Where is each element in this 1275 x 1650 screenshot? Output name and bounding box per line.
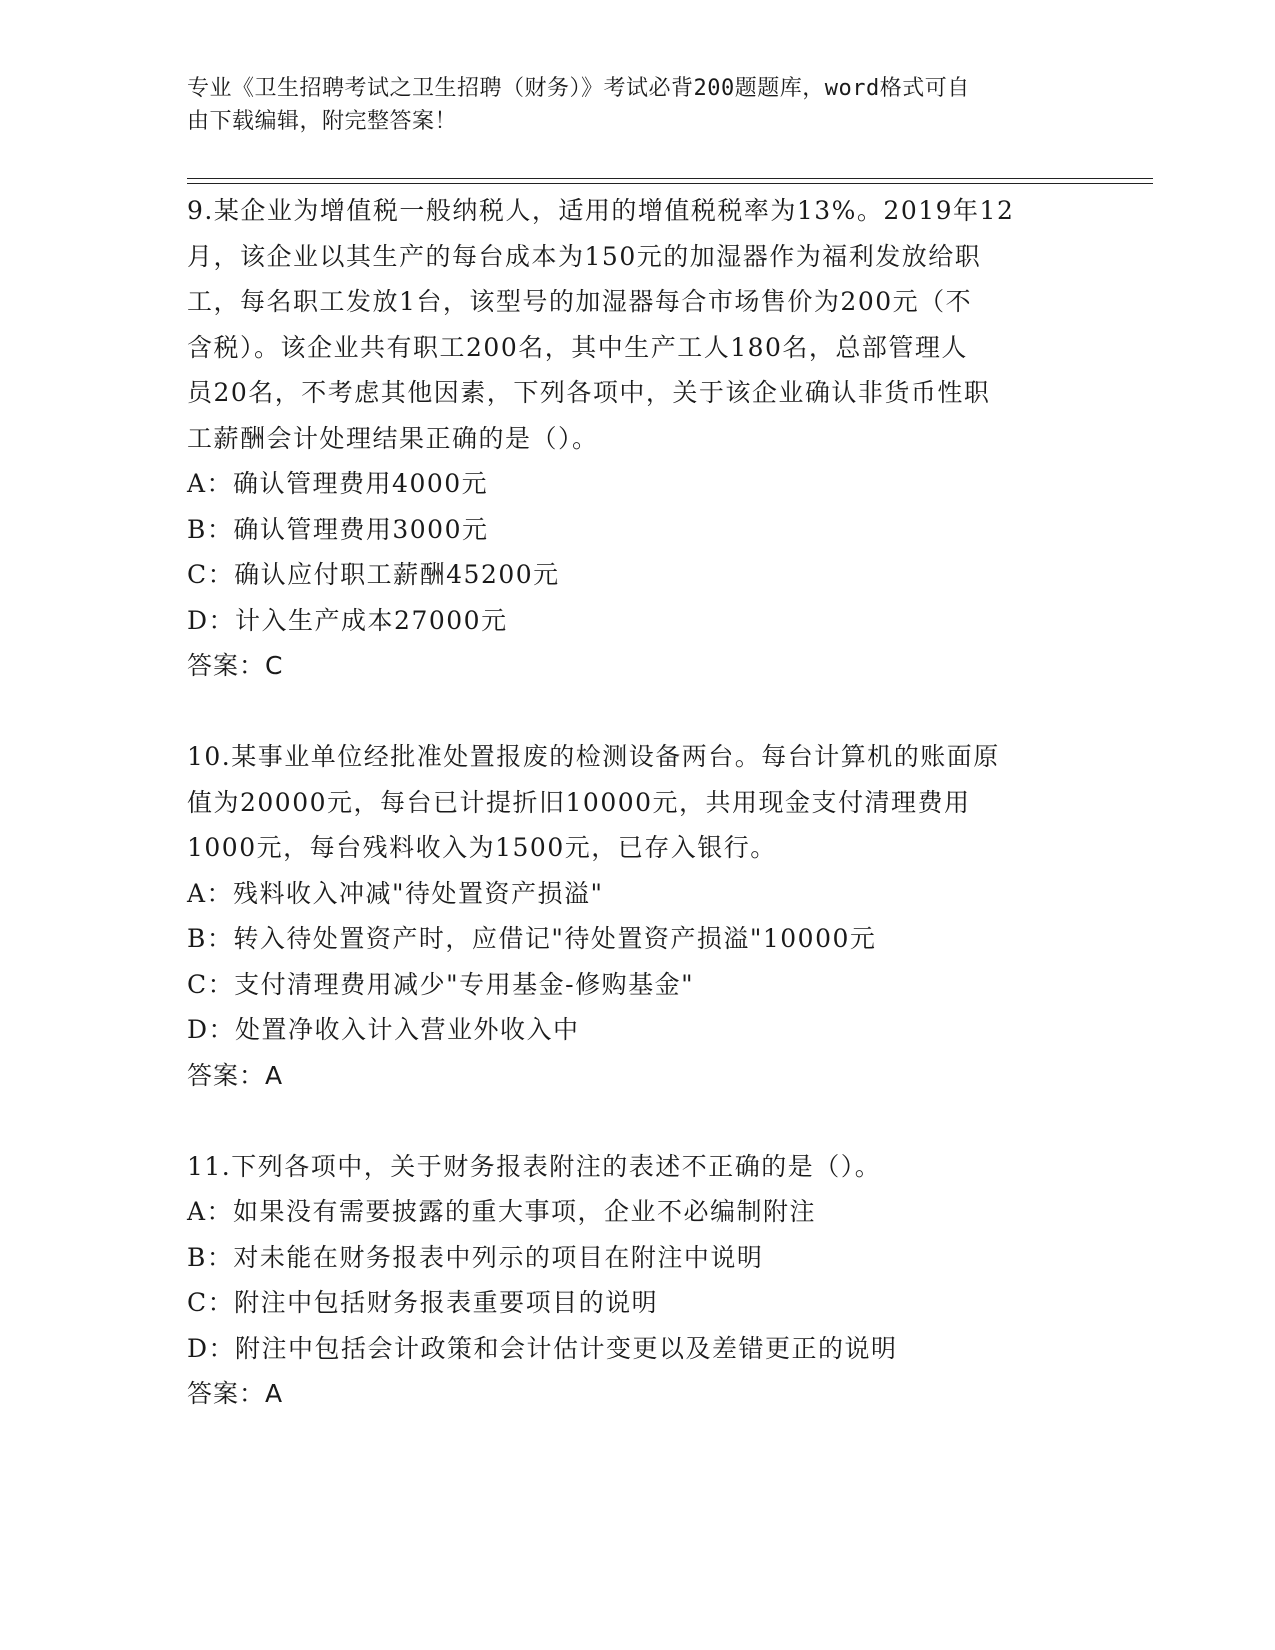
question-stem-line: 9.某企业为增值税一般纳税人，适用的增值税税率为13%。2019年12: [187, 196, 1015, 225]
question-stem-line: 月，该企业以其生产的每台成本为150元的加湿器作为福利发放给职: [187, 241, 982, 271]
header-divider: [187, 178, 1153, 179]
question-9: [187, 188, 1087, 689]
answer-line: 答案：A: [187, 1060, 284, 1090]
document-header: [187, 72, 1067, 138]
question-11: [187, 1144, 1087, 1417]
question-stem-line: 员20名，不考虑其他因素，下列各项中，关于该企业确认非货币性职: [187, 378, 991, 407]
answer-line: 答案：C: [187, 651, 284, 680]
option-c: C：支付清理费用减少"专用基金-修购基金": [187, 969, 695, 999]
option-c: C：附注中包括财务报表重要项目的说明: [187, 1288, 659, 1317]
option-d: D：附注中包括会计政策和会计估计变更以及差错更正的说明: [187, 1333, 898, 1363]
option-d: D：计入生产成本27000元: [187, 605, 508, 635]
question-stem-line: 11.下列各项中，关于财务报表附注的表述不正确的是（）。: [187, 1151, 882, 1181]
question-stem-line: 含税）。该企业共有职工200名，其中生产工人180名，总部管理人: [187, 332, 968, 362]
header-divider: [187, 183, 1153, 184]
question-stem-line: 值为20000元，每台已计提折旧10000元，共用现金支付清理费用: [187, 787, 971, 817]
question-10: [187, 734, 1087, 1098]
option-b: B：对未能在财务报表中列示的项目在附注中说明: [187, 1242, 764, 1272]
question-stem-line: 工薪酬会计处理结果正确的是（）。: [187, 423, 599, 453]
question-stem-line: 1000元，每台残料收入为1500元，已存入银行。: [187, 833, 777, 862]
question-stem-line: 工，每名职工发放1台，该型号的加湿器每合市场售价为200元（不: [187, 287, 973, 316]
option-d: D：处置净收入计入营业外收入中: [187, 1015, 580, 1044]
option-a: A：如果没有需要披露的重大事项，企业不必编制附注: [187, 1197, 817, 1226]
option-a: A：确认管理费用4000元: [187, 469, 489, 498]
option-b: B：确认管理费用3000元: [187, 514, 489, 544]
option-a: A：残料收入冲减"待处置资产损溢": [187, 878, 604, 908]
spacer: [187, 689, 1087, 735]
option-c: C：确认应付职工薪酬45200元: [187, 560, 560, 589]
question-stem-line: 10.某事业单位经批准处置报废的检测设备两台。每台计算机的账面原: [187, 742, 1000, 771]
header-line: 由下载编辑，附完整答案！: [187, 109, 458, 134]
spacer: [187, 1098, 1087, 1144]
header-line: 专业《卫生招聘考试之卫生招聘（财务）》考试必背200题题库，word格式可自: [187, 76, 970, 101]
answer-line: 答案：A: [187, 1379, 284, 1408]
question-list: [187, 188, 1087, 1417]
option-b: B：转入待处置资产时，应借记"待处置资产损溢"10000元: [187, 924, 877, 953]
